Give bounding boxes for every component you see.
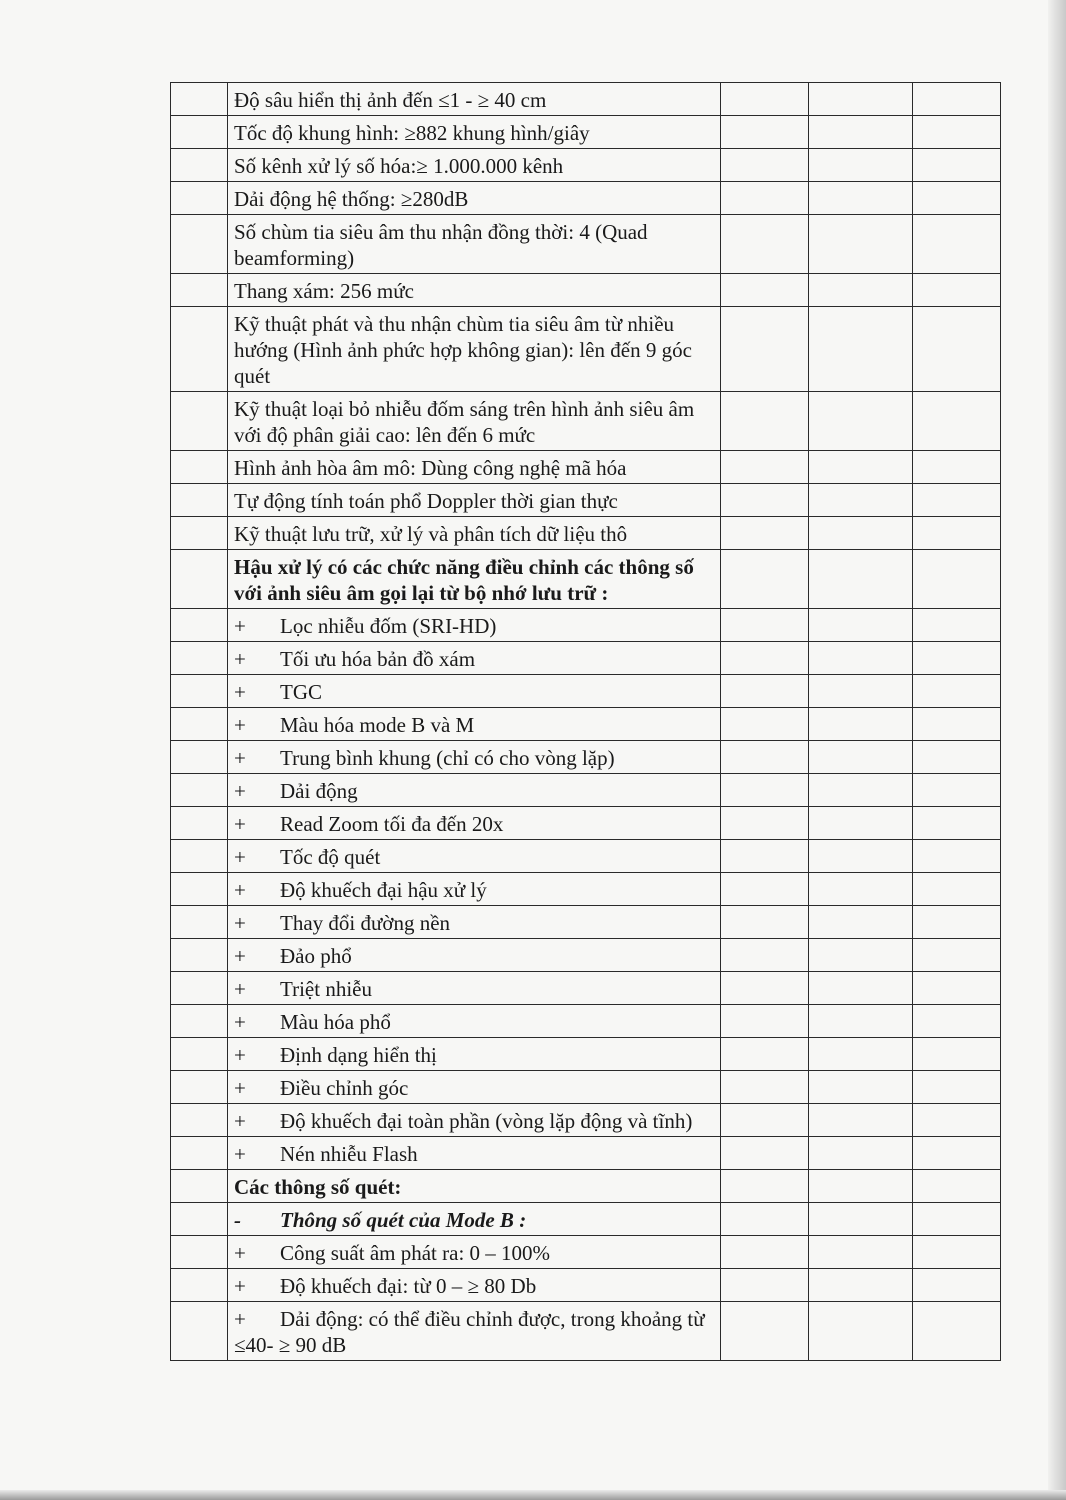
table-row [171,1104,1001,1137]
table-row [171,1170,1001,1203]
index-cell [171,1269,228,1302]
table-row [171,517,1001,550]
blank-cell [913,484,1001,517]
blank-cell [721,906,809,939]
blank-cell [913,972,1001,1005]
blank-cell [809,1203,913,1236]
index-cell [171,215,228,274]
index-cell [171,741,228,774]
spec-text: Kỹ thuật phát và thu nhận chùm tia siêu âm từ nhiều hướng (Hình ảnh phức hợp không gian): lên đến 9 góc quét [228,307,721,392]
blank-cell [809,906,913,939]
index-cell [171,873,228,906]
index-cell [171,451,228,484]
table-row [171,972,1001,1005]
blank-cell [913,116,1001,149]
spec-text: Số kênh xử lý số hóa:≥ 1.000.000 kênh [228,149,721,182]
blank-cell [809,1005,913,1038]
blank-cell [809,484,913,517]
blank-cell [913,392,1001,451]
blank-cell [721,1038,809,1071]
blank-cell [809,741,913,774]
table-row [171,1038,1001,1071]
table-row [171,550,1001,609]
table-row [171,392,1001,451]
spec-text [228,807,721,840]
index-cell [171,517,228,550]
blank-cell [809,1302,913,1361]
bullet-mark: + [234,1109,246,1133]
table-row [171,939,1001,972]
item-text: Thay đổi đường nền [280,911,451,935]
table-row [171,182,1001,215]
table-row [171,774,1001,807]
blank-cell [721,741,809,774]
spec-text [228,972,721,1005]
spec-text [228,1269,721,1302]
blank-cell [809,939,913,972]
blank-cell [809,83,913,116]
index-cell [171,307,228,392]
blank-cell [809,1170,913,1203]
blank-cell [721,1302,809,1361]
index-cell [171,840,228,873]
blank-cell [809,1038,913,1071]
index-cell [171,807,228,840]
blank-cell [809,149,913,182]
blank-cell [913,1170,1001,1203]
blank-cell [809,451,913,484]
spec-text [228,1302,721,1361]
scan-edge-shadow [1048,0,1066,1500]
spec-text [228,708,721,741]
blank-cell [913,83,1001,116]
table-row [171,906,1001,939]
blank-cell [809,182,913,215]
blank-cell [809,215,913,274]
spec-text [228,1137,721,1170]
index-cell [171,708,228,741]
blank-cell [913,550,1001,609]
index-cell [171,972,228,1005]
index-cell [171,774,228,807]
blank-cell [913,182,1001,215]
item-text: Dải động [280,779,358,803]
table-row [171,741,1001,774]
table-row [171,1137,1001,1170]
spec-text [228,741,721,774]
blank-cell [721,675,809,708]
index-cell [171,550,228,609]
table-row [171,1005,1001,1038]
blank-cell [721,774,809,807]
scan-bottom-shadow [0,1490,1066,1500]
blank-cell [913,609,1001,642]
index-cell [171,1005,228,1038]
bullet-mark: + [234,647,246,671]
blank-cell [809,708,913,741]
spec-text [228,1038,721,1071]
blank-cell [721,642,809,675]
blank-cell [809,1269,913,1302]
table-row [171,708,1001,741]
blank-cell [913,1302,1001,1361]
blank-cell [809,1071,913,1104]
blank-cell [809,1137,913,1170]
table-row [171,83,1001,116]
spec-text [228,1236,721,1269]
blank-cell [721,1137,809,1170]
blank-cell [809,675,913,708]
blank-cell [721,1005,809,1038]
index-cell [171,1137,228,1170]
blank-cell [721,182,809,215]
blank-cell [721,517,809,550]
spec-table [170,82,1001,1361]
blank-cell [809,116,913,149]
table-row [171,873,1001,906]
spec-text [228,840,721,873]
blank-cell [809,972,913,1005]
item-text: Màu hóa phổ [280,1010,391,1034]
bullet-mark: + [234,746,246,770]
spec-text [228,1104,721,1137]
bullet-mark: + [234,845,246,869]
spec-text [228,642,721,675]
spec-text [228,675,721,708]
index-cell [171,1071,228,1104]
item-text: Định dạng hiển thị [280,1043,437,1067]
index-cell [171,1170,228,1203]
index-cell [171,116,228,149]
table-row [171,484,1001,517]
item-text: Nén nhiễu Flash [280,1142,418,1166]
blank-cell [809,517,913,550]
index-cell [171,274,228,307]
index-cell [171,1038,228,1071]
blank-cell [913,149,1001,182]
bullet-mark: + [234,977,246,1001]
bullet-mark: + [234,1274,246,1298]
blank-cell [721,1203,809,1236]
blank-cell [913,1005,1001,1038]
index-cell [171,83,228,116]
blank-cell [721,939,809,972]
blank-cell [721,274,809,307]
spec-text [228,609,721,642]
spec-text: Hình ảnh hòa âm mô: Dùng công nghệ mã hóa [228,451,721,484]
blank-cell [721,840,809,873]
blank-cell [809,609,913,642]
index-cell [171,1302,228,1361]
blank-cell [913,1269,1001,1302]
blank-cell [913,807,1001,840]
item-text: Màu hóa mode B và M [280,713,475,737]
spec-text: Các thông số quét: [228,1170,721,1203]
bullet-mark: + [234,614,246,638]
item-text: Công suất âm phát ra: 0 – 100% [280,1241,551,1265]
table-row [171,307,1001,392]
index-cell [171,149,228,182]
spec-text: Hậu xử lý có các chức năng điều chỉnh các thông số với ảnh siêu âm gọi lại từ bộ nhớ lưu trữ : [228,550,721,609]
blank-cell [913,307,1001,392]
blank-cell [913,517,1001,550]
bullet-mark: + [234,878,246,902]
spec-text [228,1071,721,1104]
blank-cell [809,1236,913,1269]
blank-cell [913,774,1001,807]
table-row [171,1203,1001,1236]
bullet-mark: + [234,1043,246,1067]
spec-text: Kỹ thuật lưu trữ, xử lý và phân tích dữ liệu thô [228,517,721,550]
table-row [171,675,1001,708]
blank-cell [809,774,913,807]
blank-cell [721,392,809,451]
bullet-mark: - [234,1208,241,1232]
blank-cell [913,1104,1001,1137]
table-row [171,215,1001,274]
item-text: Tối ưu hóa bản đồ xám [280,647,476,671]
index-cell [171,939,228,972]
blank-cell [913,1203,1001,1236]
bullet-mark: + [234,1307,246,1331]
blank-cell [721,307,809,392]
table-row [171,1302,1001,1361]
blank-cell [809,392,913,451]
index-cell [171,609,228,642]
blank-cell [913,873,1001,906]
blank-cell [913,675,1001,708]
index-cell [171,484,228,517]
blank-cell [721,708,809,741]
spec-text [228,873,721,906]
table-row [171,274,1001,307]
blank-cell [721,1269,809,1302]
blank-cell [721,451,809,484]
table-row [171,1269,1001,1302]
blank-cell [721,807,809,840]
blank-cell [913,642,1001,675]
blank-cell [721,873,809,906]
item-text: Trung bình khung (chỉ có cho vòng lặp) [280,746,615,770]
blank-cell [809,873,913,906]
blank-cell [913,708,1001,741]
blank-cell [809,307,913,392]
blank-cell [913,840,1001,873]
item-text: Lọc nhiễu đốm (SRI-HD) [280,614,497,638]
blank-cell [913,906,1001,939]
spec-text: Tự động tính toán phổ Doppler thời gian thực [228,484,721,517]
spec-text [228,906,721,939]
index-cell [171,642,228,675]
blank-cell [913,1236,1001,1269]
index-cell [171,1104,228,1137]
index-cell [171,182,228,215]
blank-cell [913,1137,1001,1170]
bullet-mark: + [234,680,246,704]
table-row [171,451,1001,484]
spec-text [228,1005,721,1038]
index-cell [171,392,228,451]
item-text: TGC [280,680,322,704]
blank-cell [809,1104,913,1137]
blank-cell [809,840,913,873]
item-text: Độ khuếch đại: từ 0 – ≥ 80 Db [280,1274,537,1298]
table-row [171,1236,1001,1269]
spec-text: Thang xám: 256 mức [228,274,721,307]
blank-cell [913,1038,1001,1071]
blank-cell [721,116,809,149]
blank-cell [721,1236,809,1269]
index-cell [171,1236,228,1269]
blank-cell [721,972,809,1005]
index-cell [171,906,228,939]
table-row [171,609,1001,642]
item-text: Triệt nhiễu [280,977,372,1001]
item-text: Read Zoom tối đa đến 20x [280,812,504,836]
index-cell [171,675,228,708]
bullet-mark: + [234,812,246,836]
index-cell [171,1203,228,1236]
item-text: Điều chỉnh góc [280,1076,409,1100]
bullet-mark: + [234,1241,246,1265]
blank-cell [721,1071,809,1104]
item-text: Độ khuếch đại hậu xử lý [280,878,487,902]
blank-cell [721,83,809,116]
table-row [171,807,1001,840]
spec-text [228,774,721,807]
spec-text: Dải động hệ thống: ≥280dB [228,182,721,215]
blank-cell [721,484,809,517]
blank-cell [913,939,1001,972]
blank-cell [809,274,913,307]
bullet-mark: + [234,1142,246,1166]
bullet-mark: + [234,1076,246,1100]
table-row [171,1071,1001,1104]
spec-text [228,939,721,972]
bullet-mark: + [234,713,246,737]
spec-text: Số chùm tia siêu âm thu nhận đồng thời: 4 (Quad beamforming) [228,215,721,274]
table-row [171,116,1001,149]
table-row [171,149,1001,182]
blank-cell [721,149,809,182]
blank-cell [721,550,809,609]
blank-cell [913,215,1001,274]
item-text: Đảo phổ [280,944,352,968]
blank-cell [721,1170,809,1203]
spec-text: Tốc độ khung hình: ≥882 khung hình/giây [228,116,721,149]
bullet-mark: + [234,1010,246,1034]
bullet-mark: + [234,779,246,803]
blank-cell [721,609,809,642]
item-text: Độ khuếch đại toàn phần (vòng lặp động và tĩnh) [280,1109,693,1133]
blank-cell [809,807,913,840]
blank-cell [913,1071,1001,1104]
blank-cell [721,1104,809,1137]
blank-cell [913,274,1001,307]
table-row [171,840,1001,873]
spec-text: Kỹ thuật loại bỏ nhiễu đốm sáng trên hình ảnh siêu âm với độ phân giải cao: lên đến 6 mức [228,392,721,451]
blank-cell [809,642,913,675]
blank-cell [809,550,913,609]
item-text: Tốc độ quét [280,845,381,869]
blank-cell [913,741,1001,774]
bullet-mark: + [234,911,246,935]
item-text: Dải động: có thể điều chỉnh được, trong khoảng từ ≤40- ≥ 90 dB [234,1307,705,1357]
table-row [171,642,1001,675]
item-text: Thông số quét của Mode B : [280,1208,527,1232]
bullet-mark: + [234,944,246,968]
blank-cell [721,215,809,274]
blank-cell [913,451,1001,484]
spec-text: Độ sâu hiển thị ảnh đến ≤1 - ≥ 40 cm [228,83,721,116]
spec-text [228,1203,721,1236]
